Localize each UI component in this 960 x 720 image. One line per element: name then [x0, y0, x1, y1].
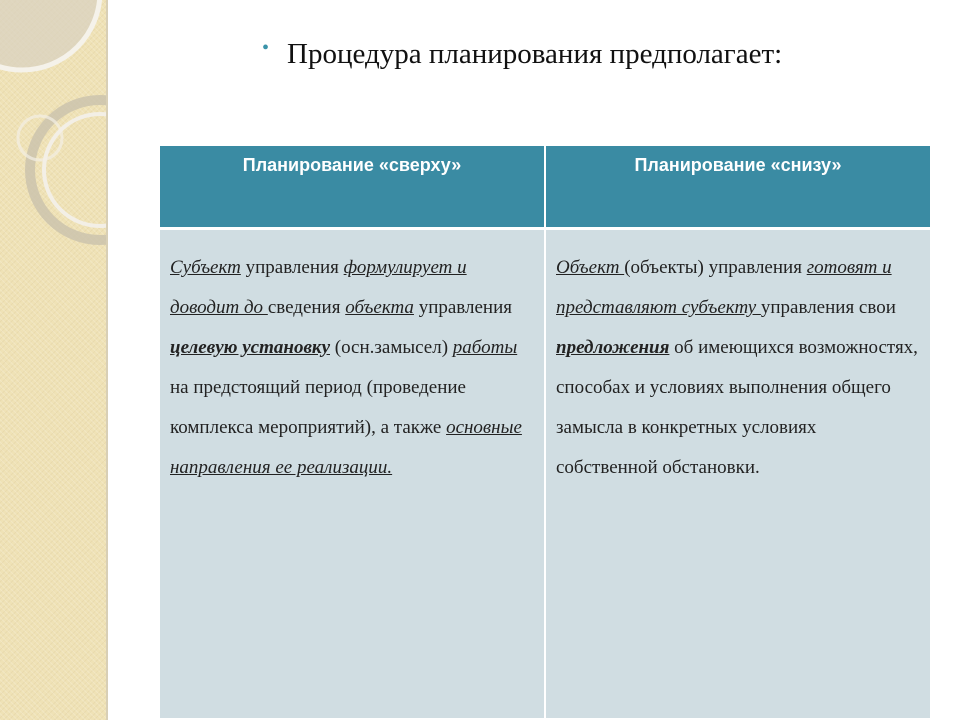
cell-top-down	[160, 229, 545, 719]
heading-text: Процедура планирования предполагает:	[287, 38, 783, 70]
text-span: об имеющихся возможностях, способах и условиях выполнения общего замысла в конкретных условиях собственной обстановки.	[556, 337, 918, 478]
text-proposals: предложения	[556, 337, 670, 358]
header-top-down: Планирование «сверху»	[160, 146, 545, 229]
text-object: Объект	[556, 257, 625, 278]
text-span: сведения	[267, 297, 346, 318]
sidebar-divider	[106, 0, 108, 720]
table-row	[160, 229, 930, 719]
decorative-rings-icon	[0, 0, 106, 720]
text-formulates: формулирует и доводит до	[170, 257, 467, 318]
cell-bottom-up	[545, 229, 930, 719]
text-works: работы	[452, 337, 518, 358]
text-span: на предстоящий период (проведение комплекса мероприятий), а также	[170, 377, 466, 438]
text-subject: Субъект	[170, 257, 241, 278]
text-span: управления	[413, 297, 512, 318]
text-target: целевую установку	[170, 337, 330, 358]
text-span: (объекты) управления	[624, 257, 807, 278]
text-span: управления	[240, 257, 344, 278]
text-span: (осн.замысел)	[330, 337, 453, 358]
bullet-icon: •	[262, 37, 270, 59]
text-prepare: готовят и представляют субъекту	[556, 257, 892, 318]
text-object: объекта	[345, 297, 414, 318]
text-span: управления свои	[760, 297, 896, 318]
header-bottom-up: Планирование «снизу»	[545, 146, 930, 229]
decorative-sidebar	[0, 0, 106, 720]
text-directions: основные направления ее реализации.	[170, 417, 522, 478]
comparison-table	[160, 146, 930, 718]
table-header-row	[160, 146, 930, 229]
slide-heading	[262, 38, 782, 71]
